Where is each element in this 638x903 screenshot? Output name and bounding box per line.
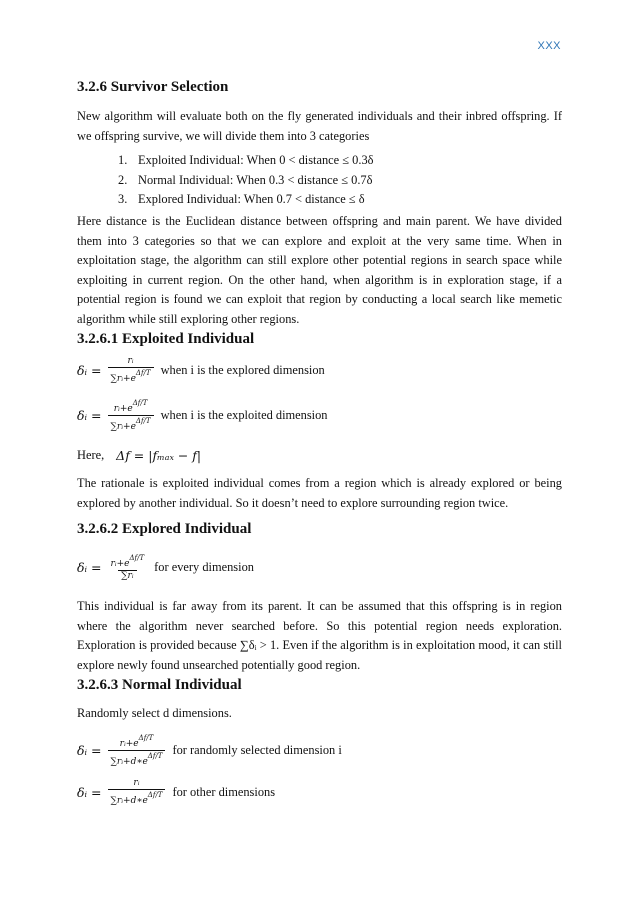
list-item: 2. Normal Individual: When 0.3 < distance ≤ 0.7δ xyxy=(118,172,373,187)
exploited-equation-1: δᵢ = $\frac{\text{rᵢ}}{\sum rᵢ+e^{\Delta f/T}}$ when i is the explored dimension xyxy=(77,356,325,384)
category-list xyxy=(118,151,374,210)
explored-equation: δᵢ = $\frac{rᵢ+e^{\Delta f/T}}{\text{∑rᵢ}}$ for every dimension xyxy=(77,554,254,581)
explored-paragraph: This individual is far away from its parent. It can be assumed that this offspring is in region where the algorithm never searched before. So this potential region needs exploration. Exploration is provided because ∑δᵢ > 1. Even if the algorithm is in exploitation mood, it can still explore newly found unsearched potentially good region. xyxy=(77,599,562,672)
explored-heading: 3.2.6.2 Explored Individual xyxy=(77,521,252,537)
normal-heading: 3.2.6.3 Normal Individual xyxy=(77,677,242,693)
section-intro-paragraph: New algorithm will evaluate both on the fly generated individuals and their inbred offspring. If we offspring survive, we will divide them into 3 categories xyxy=(77,109,562,143)
list-item: 3. Explored Individual: When 0.7 < distance ≤ δ xyxy=(118,192,365,206)
normal-intro: Randomly select d dimensions. xyxy=(77,706,232,720)
normal-equation-2: δᵢ = $\frac{\text{rᵢ}}{\sum rᵢ+d∗e^{\Delta f/T}}$ for other dimensions xyxy=(77,778,276,806)
fraction: $\frac{\text{rᵢ}}{\sum rᵢ+d∗e^{\Delta f/T}}$ xyxy=(108,778,166,807)
exploited-heading: 3.2.6.1 Exploited Individual xyxy=(77,331,255,347)
delta-f-definition: Here, Δf = |fₘₐₓ − f| xyxy=(77,448,202,463)
running-header: XXX xyxy=(537,40,561,52)
fraction: $\frac{rᵢ+e^{\Delta f/T}}{\sum rᵢ+d∗e^{\Delta f/T}}$ xyxy=(108,733,166,768)
fraction: $\frac{rᵢ+e^{\Delta f/T}}{\sum rᵢ+e^{\Delta f/T}}$ xyxy=(108,398,154,433)
exploited-equation-2: δᵢ = $\frac{rᵢ+e^{\Delta f/T}}{\sum rᵢ+e^{\Delta f/T}}$ when i is the exploited dimension xyxy=(77,399,328,432)
section-heading: 3.2.6 Survivor Selection xyxy=(77,79,229,95)
rationale-paragraph: The rationale is exploited individual comes from a region which is already explored or being explored by another individual. So it doesn’t need to explore surrounding region twice. xyxy=(77,476,562,510)
list-item: 1. Exploited Individual: When 0 < distance ≤ 0.3δ xyxy=(118,153,374,167)
normal-equation-1: δᵢ = $\frac{rᵢ+e^{\Delta f/T}}{\sum rᵢ+d∗e^{\Delta f/T}}$ for randomly selected dimension i xyxy=(77,734,342,767)
fraction: $\frac{rᵢ+e^{\Delta f/T}}{\text{∑rᵢ}}$ xyxy=(110,554,145,581)
fraction: $\frac{\text{rᵢ}}{\sum rᵢ+e^{\Delta f/T}}$ xyxy=(108,356,154,385)
explanation-paragraph: Here distance is the Euclidean distance between offspring and main parent. We have divided them into 3 categories so that we can explore and exploit at the very same time. When in exploitation stage, the algorithm can still explore other potential regions in search space while exploiting in current region. On the other hand, when algorithm is in exploration stage, if a potential region is found we can exploit that region by conducting a local search like memetic algorithm while still exploring other regions. xyxy=(77,214,562,326)
